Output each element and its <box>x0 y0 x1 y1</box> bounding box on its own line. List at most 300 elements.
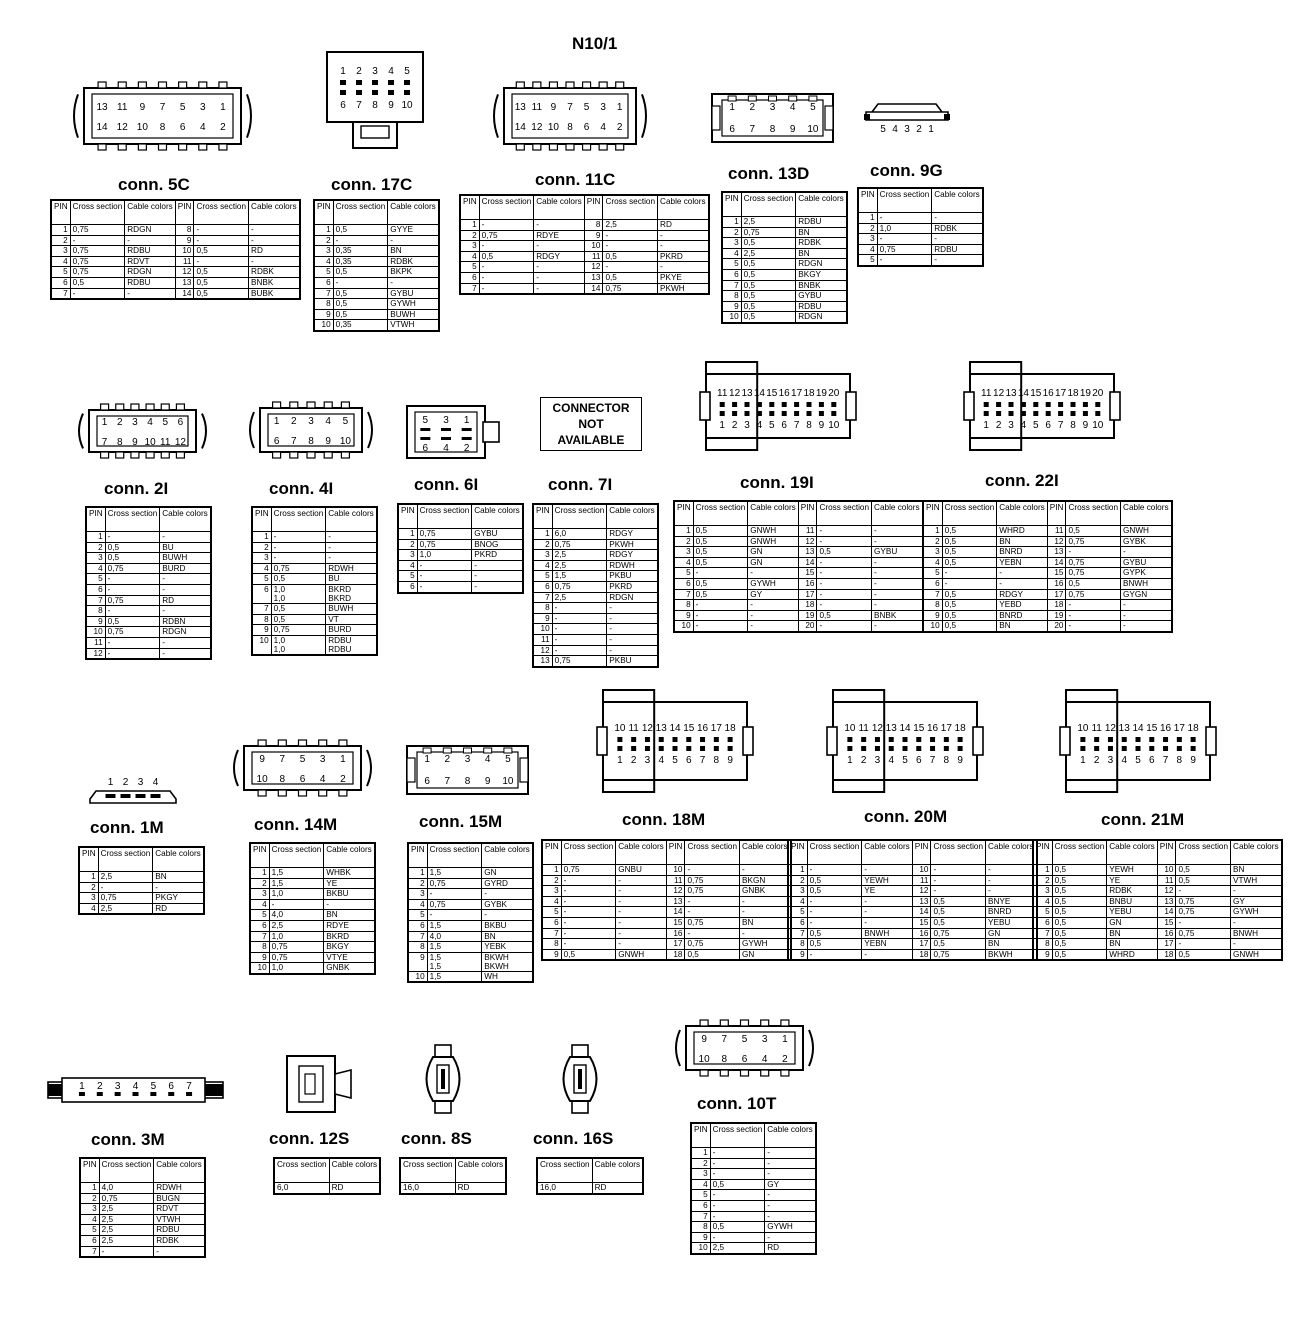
pin-number: 9 <box>584 230 603 241</box>
cable-color-value: RDWH <box>607 560 658 571</box>
pin-number-label: 4 <box>319 774 326 785</box>
cross-section-value: 0,5 <box>105 542 160 553</box>
pin-number-label: 1 <box>340 754 346 765</box>
pin-number: 12 <box>1157 886 1176 897</box>
connector-label-10t: conn. 10T <box>697 1094 777 1113</box>
table-row <box>788 917 1037 928</box>
cross-section-value: - <box>807 949 862 960</box>
pin-header: PIN <box>722 192 741 217</box>
cross-section-value: - <box>807 896 862 907</box>
cable-colors-header: Cable colors <box>153 847 204 872</box>
cable-color-value: BN <box>796 248 847 259</box>
pin-number: 7 <box>674 589 693 600</box>
cable-color-value: - <box>160 532 211 543</box>
pin-number-label: 4 <box>1121 755 1128 766</box>
cross-section-header: Cross section <box>1066 501 1121 526</box>
pin-number-label: 16 <box>696 723 709 734</box>
cable-color-value: - <box>616 939 667 950</box>
pin-number: 14 <box>1157 907 1176 918</box>
cross-section-value: - <box>877 213 932 224</box>
cross-section-value: 0,5 <box>741 291 796 302</box>
pin-table-20m <box>787 839 1038 961</box>
cable-color-value: GYBU <box>388 288 439 299</box>
pin-header: PIN <box>460 195 479 220</box>
table-row <box>674 610 923 621</box>
table-row <box>923 547 1172 558</box>
pin-number: 6 <box>1033 917 1052 928</box>
table-row <box>460 241 709 252</box>
table-row <box>691 1169 816 1180</box>
pin-number: 16 <box>912 928 931 939</box>
cross-section-value: - <box>479 283 534 294</box>
pin-number: 3 <box>674 547 693 558</box>
cable-color-value: WH <box>482 971 533 982</box>
pin-number: 13 <box>584 272 603 283</box>
cross-section-value: 0,5 <box>807 939 862 950</box>
cable-color-value: YEWH <box>1107 865 1158 876</box>
pin-number-label: 2 <box>860 755 867 766</box>
cable-color-value: BN <box>740 917 791 928</box>
table-row <box>274 1183 380 1194</box>
connector-label-14m: conn. 14M <box>254 815 338 834</box>
pin-number: 1 <box>314 225 333 236</box>
table-row <box>408 952 533 971</box>
cable-color-value: RDVT <box>154 1204 205 1215</box>
connector-label-21m: conn. 21M <box>1101 810 1185 829</box>
pin-number: 12 <box>175 267 194 278</box>
cross-section-header: Cross section <box>931 840 986 865</box>
table-row <box>250 952 375 963</box>
cross-section-value: - <box>807 907 862 918</box>
pin-number: 9 <box>1033 949 1052 960</box>
cross-section-value: - <box>931 875 986 886</box>
cross-section-value: 0,75 <box>427 878 482 889</box>
cross-section-value: 0,5 <box>741 259 796 270</box>
cross-section-value: - <box>710 1169 765 1180</box>
cable-color-value: BN <box>482 931 533 942</box>
pin-number-label: 7 <box>356 100 362 111</box>
cross-section-value: 0,75 <box>269 952 324 963</box>
cable-color-value: RDGY <box>607 550 658 561</box>
cable-color-value: GNWH <box>616 949 667 960</box>
cable-colors-header: Cable colors <box>160 507 211 532</box>
cable-color-value: BNWH <box>1121 578 1172 589</box>
pin-number-label: 3 <box>372 66 378 77</box>
cable-color-value: - <box>388 235 439 246</box>
cable-color-value: - <box>1121 600 1172 611</box>
pin-header: PIN <box>51 200 70 225</box>
table-row <box>314 235 439 246</box>
cable-color-value: GNBU <box>616 865 667 876</box>
table-row <box>691 1158 816 1169</box>
pin-table-16s <box>536 1157 644 1195</box>
cross-section-value: 0,5 <box>1052 896 1107 907</box>
cable-color-value: BNWH <box>862 928 913 939</box>
cross-section-value: 0,75 <box>105 627 160 638</box>
cross-section-value: 0,75 <box>1176 928 1231 939</box>
pin-number-label: 4 <box>152 777 159 788</box>
pin-number-label: 1 <box>79 1081 85 1092</box>
table-row <box>86 595 211 606</box>
pin-number: 15 <box>1047 568 1066 579</box>
table-row <box>86 553 211 564</box>
pin-number: 7 <box>788 928 807 939</box>
cross-section-value: - <box>710 1190 765 1201</box>
cable-color-value: BN <box>796 227 847 238</box>
cross-section-value: 0,75 <box>931 949 986 960</box>
pin-number: 7 <box>250 931 269 942</box>
pin-number: 3 <box>79 893 98 904</box>
pin-number-label: 3 <box>1008 420 1014 431</box>
cable-color-value: RD <box>455 1183 506 1194</box>
pin-number: 5 <box>252 574 271 585</box>
pin-number: 14 <box>912 907 931 918</box>
table-row <box>1033 949 1282 960</box>
pin-number-label: 20 <box>1092 388 1104 399</box>
pin-number-label: 1 <box>107 777 114 788</box>
table-row <box>722 217 847 228</box>
pin-number: 3 <box>51 246 70 257</box>
cross-section-value: 0,5 <box>70 277 125 288</box>
cross-section-value: - <box>685 928 740 939</box>
pin-number: 1 <box>533 529 552 540</box>
pin-number: 12 <box>666 886 685 897</box>
cross-section-value: - <box>685 896 740 907</box>
table-row <box>674 557 923 568</box>
cross-section-value: 0,75 <box>70 246 125 257</box>
cross-section-value: 0,5 <box>931 917 986 928</box>
pin-number-label: 17 <box>791 388 803 399</box>
cross-section-value: 0,35 <box>333 246 388 257</box>
pin-number: 1 <box>858 213 877 224</box>
pin-number: 3 <box>788 886 807 897</box>
cable-color-value: RD <box>153 903 204 914</box>
cable-colors-header: Cable colors <box>249 200 300 225</box>
pin-number-label: 5 <box>880 124 886 135</box>
cable-color-value: PKBU <box>607 656 658 667</box>
cross-section-value: - <box>98 882 153 893</box>
cross-section-value: - <box>479 220 534 231</box>
cross-section-header: Cross section <box>98 847 153 872</box>
pin-header: PIN <box>86 507 105 532</box>
cable-color-value: BKWH <box>986 949 1037 960</box>
cross-section-value: - <box>817 568 872 579</box>
cross-section-value: - <box>105 532 160 543</box>
pin-number: 4 <box>79 903 98 914</box>
pin-number-label: 13 <box>741 388 753 399</box>
cable-colors-header: Cable colors <box>1231 840 1282 865</box>
pin-number: 3 <box>1033 886 1052 897</box>
pin-number: 9 <box>86 616 105 627</box>
pin-number: 1 <box>722 217 741 228</box>
pin-number-label: 14 <box>514 122 526 133</box>
cross-section-value: 0,75 <box>552 539 607 550</box>
pin-number: 9 <box>314 309 333 320</box>
pin-number: 13 <box>798 547 817 558</box>
pin-number-label: 9 <box>701 1034 707 1045</box>
cross-section-value: 0,5 <box>685 949 740 960</box>
table-row <box>79 893 204 904</box>
pin-number: 12 <box>1047 536 1066 547</box>
cable-color-value: - <box>472 571 523 582</box>
table-row <box>252 574 377 585</box>
cable-color-value: - <box>740 907 791 918</box>
connector-label-20m: conn. 20M <box>864 807 948 826</box>
cable-color-value: YEWH <box>862 875 913 886</box>
cable-color-value: BN <box>324 910 375 921</box>
cable-colors-header: Cable colors <box>740 840 791 865</box>
cross-section-header: Cross section <box>561 840 616 865</box>
pin-number-label: 8 <box>116 437 123 448</box>
pin-number-label: 7 <box>444 776 451 787</box>
cable-color-value: BKBU <box>324 889 375 900</box>
cross-section-value: 6,0 <box>552 529 607 540</box>
table-row <box>80 1246 205 1257</box>
cross-section-value: - <box>427 889 482 900</box>
cross-section-value: 0,5 <box>741 269 796 280</box>
pin-number-label: 10 <box>698 1054 710 1065</box>
cable-color-value: RDBK <box>796 238 847 249</box>
cross-section-value: 0,5 <box>693 578 748 589</box>
pin-number-label: 1 <box>273 416 280 427</box>
connector-label-22i: conn. 22I <box>985 471 1059 490</box>
cable-color-value: RD <box>658 220 709 231</box>
cross-section-value: - <box>552 624 607 635</box>
table-row <box>542 896 791 907</box>
cross-section-value: 16,0 <box>400 1183 455 1194</box>
table-row <box>1033 928 1282 939</box>
pin-number-label: 3 <box>874 755 881 766</box>
cable-color-value: BNBK <box>872 610 923 621</box>
cable-color-value: BNYE <box>986 896 1037 907</box>
pin-number: 2 <box>79 882 98 893</box>
cable-color-value: - <box>607 603 658 614</box>
pin-number-label: 5 <box>162 417 169 428</box>
cross-section-value: 0,5 <box>693 526 748 537</box>
cable-color-value: RDGN <box>125 225 176 236</box>
pin-number-label: 6 <box>168 1081 174 1092</box>
cable-colors-header: Cable colors <box>607 504 658 529</box>
pin-number: 5 <box>923 568 942 579</box>
cross-section-value: - <box>817 589 872 600</box>
cable-color-value: BNRD <box>986 907 1037 918</box>
cable-color-value: VTWH <box>388 320 439 331</box>
pin-number: 2 <box>542 875 561 886</box>
pin-number: 11 <box>1047 526 1066 537</box>
cross-section-value: 0,5 <box>710 1222 765 1233</box>
cross-section-value: 0,75 <box>1066 568 1121 579</box>
cable-color-value: - <box>765 1211 816 1222</box>
connector-drawing-12s <box>285 1054 355 1114</box>
pin-number-label: 1 <box>729 102 735 113</box>
table-row <box>314 225 439 236</box>
pin-number-label: 7 <box>567 102 573 113</box>
cross-section-value: 0,5 <box>105 616 160 627</box>
pin-table-21m <box>1032 839 1283 961</box>
pin-number: 6 <box>674 578 693 589</box>
cross-section-value: - <box>942 568 997 579</box>
pin-header: PIN <box>398 504 417 529</box>
cross-section-value: 0,5 <box>271 614 326 625</box>
cable-color-value: - <box>534 283 585 294</box>
cable-color-value: RD <box>592 1183 643 1194</box>
pin-number-label: 2 <box>463 443 470 454</box>
cross-section-value: 2,5 <box>98 903 153 914</box>
cable-color-value: RDGY <box>607 529 658 540</box>
pin-number: 3 <box>252 553 271 564</box>
table-row <box>923 526 1172 537</box>
cable-color-value: VTWH <box>1231 875 1282 886</box>
pin-number: 9 <box>923 610 942 621</box>
cross-section-header: Cross section <box>877 188 932 213</box>
cross-section-value: 0,5 <box>942 621 997 632</box>
connector-label-5c: conn. 5C <box>118 175 190 194</box>
pin-number: 2 <box>252 542 271 553</box>
cable-color-value: PKBU <box>607 571 658 582</box>
table-row <box>398 529 523 540</box>
cable-colors-header: Cable colors <box>482 843 533 868</box>
cross-section-value: - <box>70 235 125 246</box>
cross-section-value: - <box>710 1211 765 1222</box>
pin-number: 6 <box>923 578 942 589</box>
cable-color-value: - <box>482 889 533 900</box>
connector-drawing-21m <box>1058 688 1218 794</box>
pin-number-label: 10 <box>807 124 819 135</box>
pin-number: 4 <box>691 1179 710 1190</box>
cable-color-value: BNWH <box>1231 928 1282 939</box>
pin-table-14m <box>249 842 376 975</box>
cable-colors-header: Cable colors <box>862 840 913 865</box>
table-row <box>408 931 533 942</box>
pin-number-label: 18 <box>724 723 736 734</box>
pin-table-12s <box>273 1157 381 1195</box>
cross-section-value: 0,75 <box>417 539 472 550</box>
pin-number: 13 <box>666 896 685 907</box>
pin-header: PIN <box>912 840 931 865</box>
pin-number-label: 9 <box>727 755 733 766</box>
pin-number: 11 <box>1157 875 1176 886</box>
table-row <box>51 288 300 299</box>
pin-number: 2 <box>314 235 333 246</box>
pin-number-label: 2 <box>782 1054 788 1065</box>
cross-section-value: 16,0 <box>537 1183 592 1194</box>
cross-section-value: 0,75 <box>427 899 482 910</box>
cross-section-value: - <box>942 578 997 589</box>
cross-section-value: 2,5 <box>552 592 607 603</box>
pin-number-label: 13 <box>1118 723 1130 734</box>
cross-section-value: 0,5 <box>105 553 160 564</box>
cable-colors-header: Cable colors <box>324 843 375 868</box>
cross-section-value: 0,5 <box>194 267 249 278</box>
cable-color-value: - <box>534 220 585 231</box>
pin-number-label: 3 <box>114 1081 121 1092</box>
table-row <box>408 899 533 910</box>
pin-number-label: 7 <box>186 1081 192 1092</box>
cross-section-value: 0,5 <box>942 547 997 558</box>
pin-number: 1 <box>1033 865 1052 876</box>
connector-label-7i: conn. 7I <box>548 475 613 494</box>
pin-number: 1 <box>86 532 105 543</box>
pin-number-label: 3 <box>761 1034 768 1045</box>
cable-color-value: BURD <box>326 625 377 636</box>
table-row <box>408 920 533 931</box>
pin-number: 8 <box>722 291 741 302</box>
table-row <box>722 269 847 280</box>
cable-color-value: BN <box>1231 865 1282 876</box>
cable-color-value: - <box>932 255 983 266</box>
table-row <box>691 1222 816 1233</box>
cross-section-value: 0,5 <box>194 288 249 299</box>
table-row <box>923 589 1172 600</box>
cable-color-value: - <box>658 230 709 241</box>
cable-color-value: RDBU <box>796 301 847 312</box>
cross-section-value: 2,5 <box>98 872 153 883</box>
cross-section-value: - <box>561 907 616 918</box>
connector-drawing-5c <box>70 80 255 152</box>
cross-section-value: - <box>561 928 616 939</box>
pin-number-label: 17 <box>1055 388 1067 399</box>
table-row <box>252 614 377 625</box>
pin-table-22i <box>922 500 1173 633</box>
table-row <box>408 878 533 889</box>
pin-number-label: 1 <box>101 417 108 428</box>
pin-number: 2 <box>691 1158 710 1169</box>
cable-color-value: - <box>616 886 667 897</box>
table-row <box>252 584 377 603</box>
pin-table-18m <box>541 839 792 961</box>
cross-section-value: 0,5 <box>1176 865 1231 876</box>
pin-number: 17 <box>666 939 685 950</box>
pin-number: 16 <box>798 578 817 589</box>
cross-section-value: 0,5 <box>931 939 986 950</box>
cable-color-value: RDBU RDBU <box>326 635 377 655</box>
pin-table-13d <box>721 191 848 324</box>
cross-section-header: Cross section <box>274 1158 329 1183</box>
pin-number: 9 <box>533 613 552 624</box>
pin-number: 3 <box>460 241 479 252</box>
pin-number: 12 <box>584 262 603 273</box>
table-row <box>314 267 439 278</box>
cable-color-value: GYBK <box>482 899 533 910</box>
table-row <box>1033 917 1282 928</box>
cross-section-value: 0,5 <box>942 526 997 537</box>
cross-section-value: - <box>710 1148 765 1159</box>
pin-number-label: 1 <box>1080 755 1086 766</box>
cross-section-value: 0,75 <box>105 563 160 574</box>
pin-number-label: 1 <box>340 66 346 77</box>
cross-section-value: 0,75 <box>603 283 658 294</box>
pin-number: 15 <box>1157 917 1176 928</box>
cross-section-value: 0,5 <box>741 280 796 291</box>
cable-color-value: - <box>616 917 667 928</box>
table-row <box>722 248 847 259</box>
pin-number-label: 3 <box>1107 755 1114 766</box>
pin-number: 4 <box>51 256 70 267</box>
pin-number-label: 2 <box>116 417 123 428</box>
cross-section-value: - <box>194 256 249 267</box>
table-row <box>722 301 847 312</box>
cable-color-value: - <box>765 1158 816 1169</box>
cable-color-value: GYWH <box>748 578 799 589</box>
pin-number: 3 <box>533 550 552 561</box>
cable-color-value: GYGN <box>1121 589 1172 600</box>
cross-section-value: - <box>1176 886 1231 897</box>
pin-number-label: 6 <box>299 774 306 785</box>
connector-not-available-note: CONNECTOR NOT AVAILABLE <box>540 397 642 451</box>
pin-number-label: 4 <box>888 755 895 766</box>
table-row <box>252 635 377 655</box>
pin-number: 3 <box>86 553 105 564</box>
